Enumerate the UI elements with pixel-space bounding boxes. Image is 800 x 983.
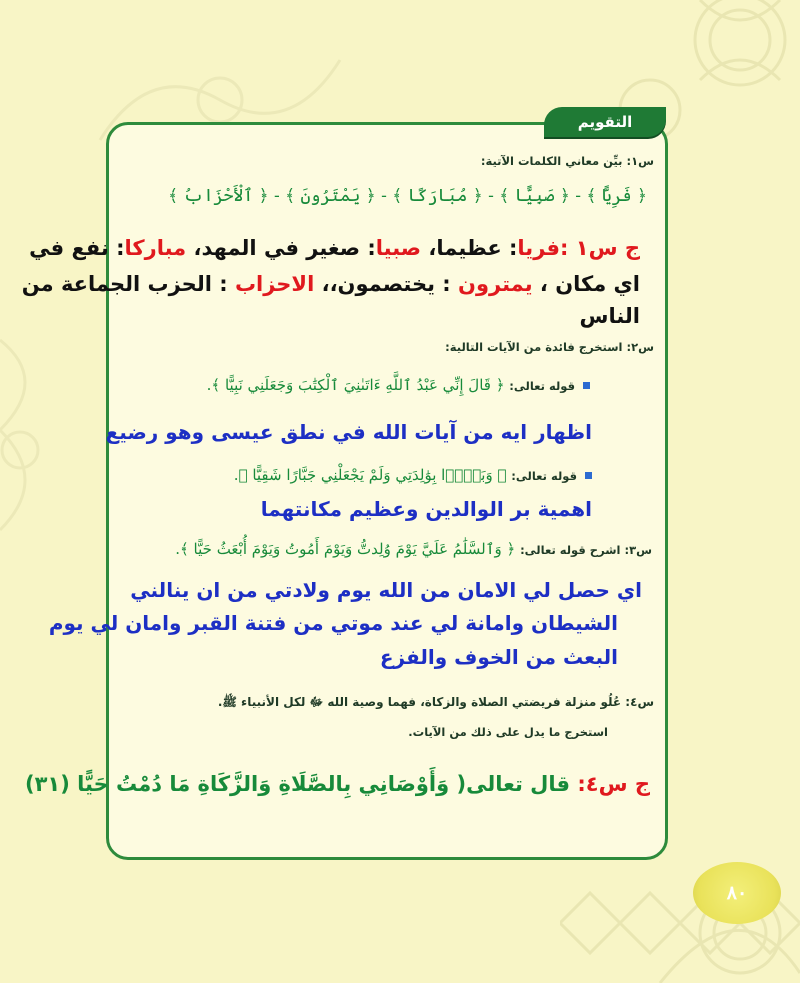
q1-word-4: يمترون (458, 272, 533, 296)
q4-question-line1: س٤: عُلُو منزلة فريضتي الصلاة والزكاة، فهما وصية الله ﷻ لكل الأنبياء ﷺ. (217, 695, 654, 709)
q1-answer-label: ج س١ : (560, 236, 640, 260)
section-title-tag: التقويم (544, 107, 666, 137)
q4-answer-label: ج س٤: (577, 772, 650, 796)
q4-answer (25, 772, 650, 796)
q4-question-line2: استخرج ما يدل على ذلك من الآيات. (408, 725, 608, 739)
q1-meaning-4: : يختصمون،، (314, 272, 459, 296)
q1-meaning-1: : عظيما، (421, 236, 518, 260)
q3-question: س٣: اشرح قوله تعالى: (520, 543, 652, 557)
q2-verse1-row (207, 376, 590, 394)
q1-meaning-5: : الحزب الجماعة من (21, 272, 235, 296)
q2-verse2-label: قوله تعالى: (511, 469, 577, 483)
q3-question-row (175, 540, 652, 558)
q1-words: ﴿ فَرِيًّا ﴾ - ﴿ صَبِيًّا ﴾ - ﴿ مُبَارَكًا ﴾ - ﴿ يَمْتَرُونَ ﴾ - ﴿ ٱلْأَحْزَابُ ﴾ (168, 186, 647, 206)
q2-verse1: ﴿ قَالَ إِنِّي عَبْدُ ٱللَّهِ ءَاتَىٰنِيَ ٱلْكِتَٰبَ وَجَعَلَنِي نَبِيًّا ﴾. (206, 376, 505, 394)
q3-answer-line2: الشيطان وامانة لي عند موتي من فتنة القبر وامان لي يوم (48, 611, 618, 635)
q1-word-3: مباركا (124, 236, 187, 260)
q1-meaning-2: : صغير في المهد، (186, 236, 376, 260)
q1-word-2: صبيا (375, 236, 422, 260)
side-ornament (0, 320, 60, 580)
q2-question: س٢: استخرج فائدة من الآيات التالية: (445, 340, 654, 354)
q1-word-1: فريا (517, 236, 561, 260)
evaluation-card (106, 122, 668, 860)
q1-answer-line2 (22, 272, 640, 296)
q1-answer-line1 (29, 236, 640, 260)
q1-answer-line3: الناس (579, 304, 640, 328)
page-number-badge: ٨٠ (693, 862, 781, 924)
bullet-icon (583, 382, 590, 389)
q1-meaning-3: : نفع في (29, 236, 125, 260)
q2-verse2-row (234, 466, 592, 484)
q4-answer-text: قال تعالى( وَأَوْصَانِي بِالصَّلَاةِ وَالزَّكَاةِ مَا دُمْتُ حَيًّا (٣١) (24, 772, 578, 796)
q1-line2-start: اي مكان ، (532, 272, 640, 296)
q2-verse2: ﴿ وَبَرًّۢا بِوَٰلِدَتِي وَلَمْ يَجْعَلْنِي جَبَّارًا شَقِيًّا ﴾. (233, 466, 507, 484)
q3-answer-line1: اي حصل لي الامان من الله يوم ولادتي من ان ينالني (130, 578, 642, 602)
q2-verse1-label: قوله تعالى: (509, 379, 575, 393)
q3-verse: ﴿ وَٱلسَّلَٰمُ عَلَيَّ يَوْمَ وُلِدتُّ وَيَوْمَ أَمُوتُ وَيَوْمَ أُبْعَثُ حَيًّا ﴾. (175, 540, 516, 558)
q2-answer2: اهمية بر الوالدين وعظيم مكانتهما (260, 497, 592, 521)
q1-word-5: الاحزاب (234, 272, 315, 296)
q3-answer-line3: البعث من الخوف والفزع (379, 645, 618, 669)
bullet-icon (585, 472, 592, 479)
q1-question: س١: بيِّن معاني الكلمات الآتية: (480, 154, 654, 168)
q2-answer1: اظهار ايه من آيات الله في نطق عيسى وهو رضيع (105, 420, 592, 444)
